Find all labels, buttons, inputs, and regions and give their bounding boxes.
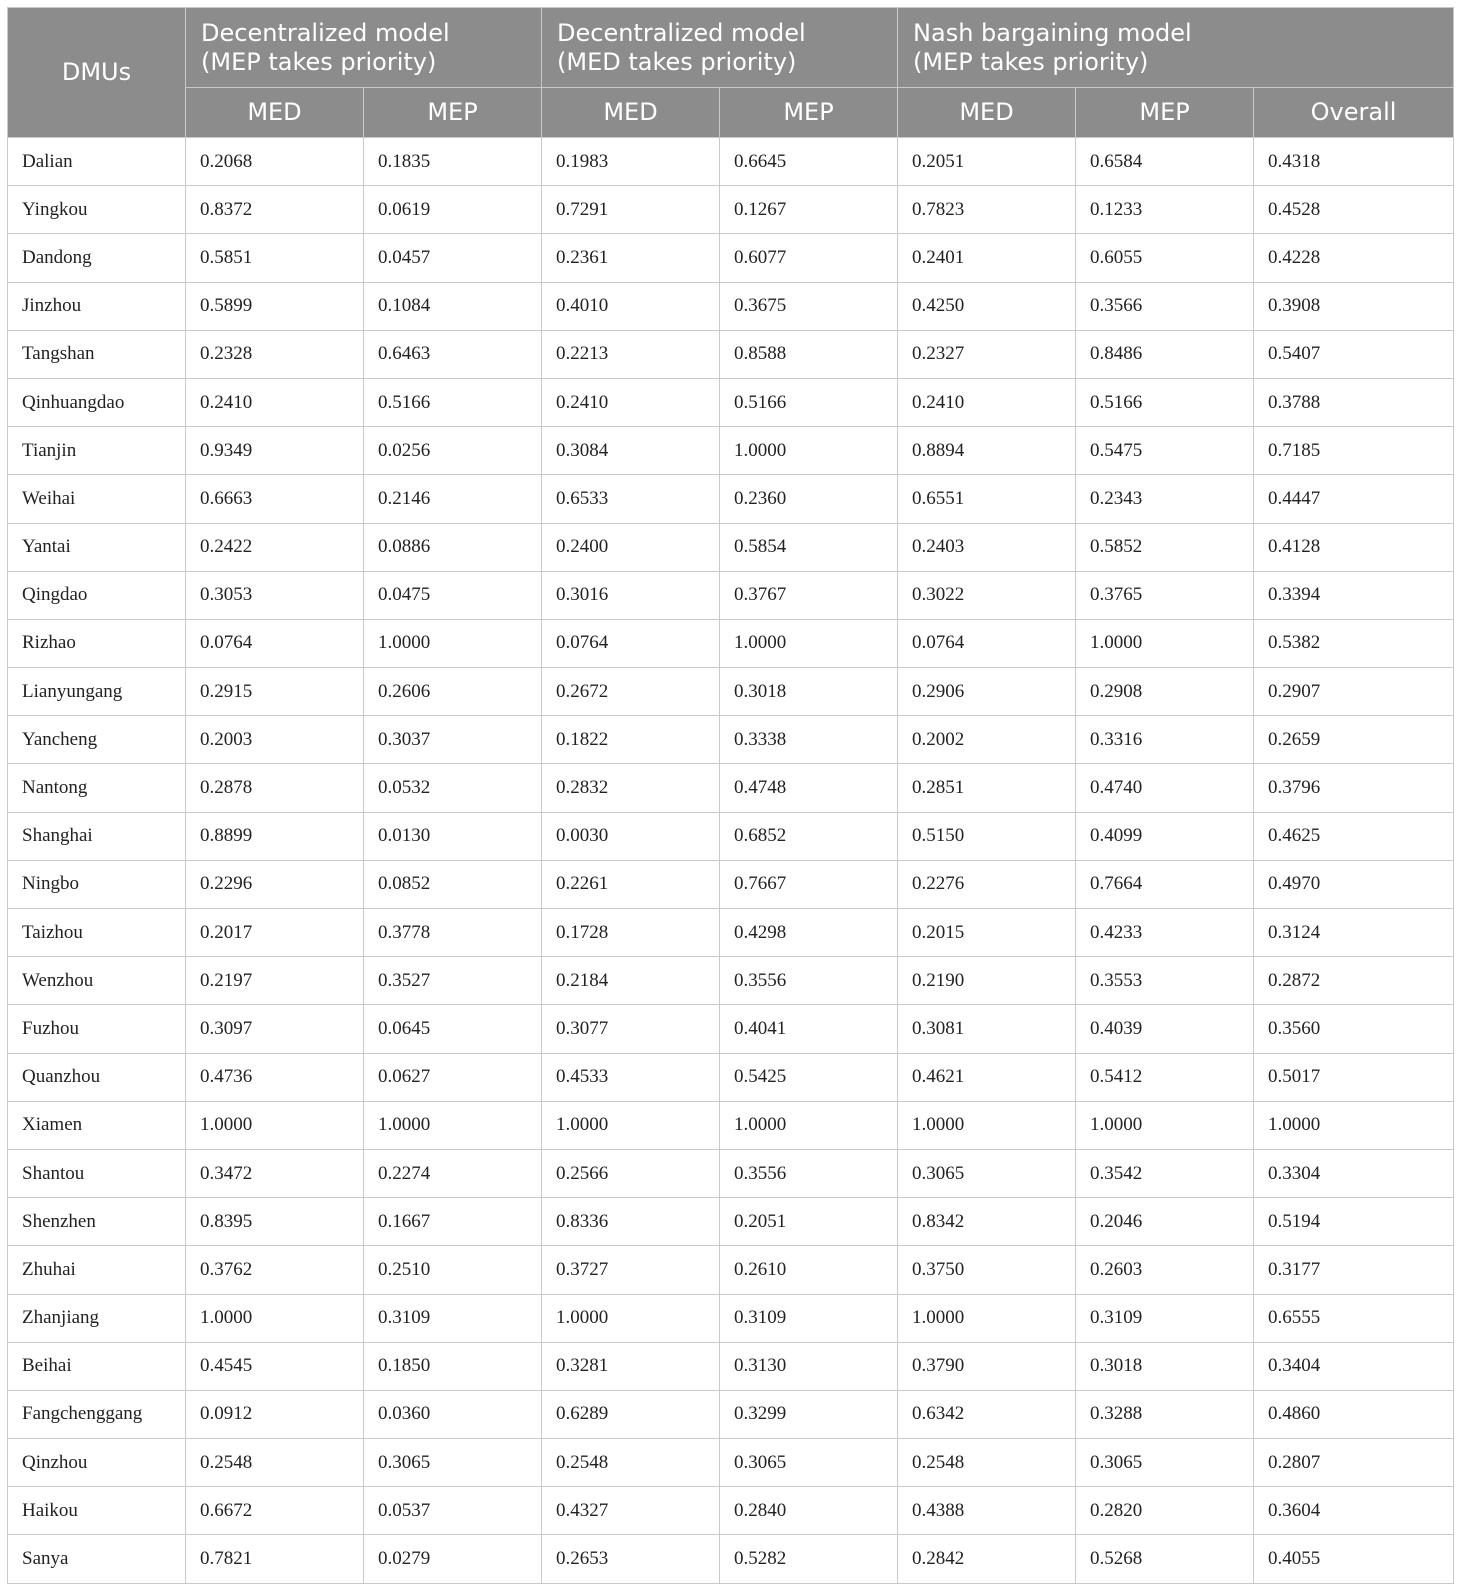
value-cell: 0.0764 bbox=[542, 619, 720, 667]
value-cell: 0.5017 bbox=[1254, 1053, 1454, 1101]
value-cell: 0.0764 bbox=[898, 619, 1076, 667]
value-cell: 0.3788 bbox=[1254, 378, 1454, 426]
value-cell: 0.8486 bbox=[1076, 330, 1254, 378]
table-row bbox=[8, 716, 1454, 764]
value-cell: 0.6555 bbox=[1254, 1294, 1454, 1342]
subcolumn-header: Overall bbox=[1254, 88, 1454, 138]
value-cell: 0.2146 bbox=[364, 475, 542, 523]
table-row bbox=[8, 1487, 1454, 1535]
value-cell: 0.0360 bbox=[364, 1390, 542, 1438]
value-cell: 0.3778 bbox=[364, 909, 542, 957]
value-cell: 1.0000 bbox=[542, 1101, 720, 1149]
dmu-name-cell: Jinzhou bbox=[8, 282, 186, 330]
table-row bbox=[8, 957, 1454, 1005]
value-cell: 0.3124 bbox=[1254, 909, 1454, 957]
value-cell: 0.3081 bbox=[898, 1005, 1076, 1053]
value-cell: 0.4233 bbox=[1076, 909, 1254, 957]
value-cell: 1.0000 bbox=[720, 1101, 898, 1149]
value-cell: 0.0130 bbox=[364, 812, 542, 860]
table-row bbox=[8, 1053, 1454, 1101]
value-cell: 0.2197 bbox=[186, 957, 364, 1005]
value-cell: 0.2510 bbox=[364, 1246, 542, 1294]
subcolumn-header: MEP bbox=[364, 88, 542, 138]
value-cell: 0.5425 bbox=[720, 1053, 898, 1101]
value-cell: 0.3556 bbox=[720, 1149, 898, 1197]
value-cell: 0.4128 bbox=[1254, 523, 1454, 571]
value-cell: 0.8336 bbox=[542, 1198, 720, 1246]
value-cell: 0.2548 bbox=[898, 1439, 1076, 1487]
value-cell: 0.5854 bbox=[720, 523, 898, 571]
table-row bbox=[8, 475, 1454, 523]
value-cell: 0.2548 bbox=[542, 1439, 720, 1487]
value-cell: 0.4388 bbox=[898, 1487, 1076, 1535]
value-cell: 0.2906 bbox=[898, 668, 1076, 716]
value-cell: 0.7185 bbox=[1254, 427, 1454, 475]
value-cell: 0.3065 bbox=[364, 1439, 542, 1487]
value-cell: 0.3762 bbox=[186, 1246, 364, 1294]
value-cell: 0.2872 bbox=[1254, 957, 1454, 1005]
value-cell: 0.3542 bbox=[1076, 1149, 1254, 1197]
value-cell: 0.3065 bbox=[720, 1439, 898, 1487]
value-cell: 0.5852 bbox=[1076, 523, 1254, 571]
table-row bbox=[8, 1005, 1454, 1053]
value-cell: 0.5282 bbox=[720, 1535, 898, 1583]
value-cell: 0.3472 bbox=[186, 1149, 364, 1197]
value-cell: 0.2296 bbox=[186, 860, 364, 908]
table-row bbox=[8, 812, 1454, 860]
value-cell: 0.4970 bbox=[1254, 860, 1454, 908]
value-cell: 0.2017 bbox=[186, 909, 364, 957]
value-cell: 0.3316 bbox=[1076, 716, 1254, 764]
value-cell: 0.2190 bbox=[898, 957, 1076, 1005]
value-cell: 0.0256 bbox=[364, 427, 542, 475]
value-cell: 0.6077 bbox=[720, 234, 898, 282]
dmu-name-cell: Taizhou bbox=[8, 909, 186, 957]
value-cell: 0.2068 bbox=[186, 138, 364, 186]
value-cell: 0.2410 bbox=[898, 378, 1076, 426]
value-cell: 1.0000 bbox=[1254, 1101, 1454, 1149]
dmu-name-cell: Qinzhou bbox=[8, 1439, 186, 1487]
value-cell: 0.5166 bbox=[720, 378, 898, 426]
table-row bbox=[8, 1535, 1454, 1583]
value-cell: 0.4099 bbox=[1076, 812, 1254, 860]
value-cell: 0.2606 bbox=[364, 668, 542, 716]
value-cell: 0.3109 bbox=[720, 1294, 898, 1342]
value-cell: 0.2566 bbox=[542, 1149, 720, 1197]
dmu-name-cell: Nantong bbox=[8, 764, 186, 812]
value-cell: 0.2878 bbox=[186, 764, 364, 812]
table-row bbox=[8, 330, 1454, 378]
dmu-name-cell: Tangshan bbox=[8, 330, 186, 378]
value-cell: 0.0912 bbox=[186, 1390, 364, 1438]
value-cell: 0.1983 bbox=[542, 138, 720, 186]
dmu-name-cell: Wenzhou bbox=[8, 957, 186, 1005]
value-cell: 0.2915 bbox=[186, 668, 364, 716]
table-row bbox=[8, 1294, 1454, 1342]
table-row bbox=[8, 1198, 1454, 1246]
subcolumn-header: MED bbox=[186, 88, 364, 138]
value-cell: 0.3790 bbox=[898, 1342, 1076, 1390]
value-cell: 1.0000 bbox=[1076, 1101, 1254, 1149]
group-header-decentralized-med bbox=[542, 8, 898, 88]
value-cell: 1.0000 bbox=[186, 1294, 364, 1342]
value-cell: 1.0000 bbox=[186, 1101, 364, 1149]
group-header-line1: Nash bargaining model bbox=[913, 18, 1192, 47]
dmu-name-cell: Shantou bbox=[8, 1149, 186, 1197]
value-cell: 1.0000 bbox=[720, 427, 898, 475]
value-cell: 0.3604 bbox=[1254, 1487, 1454, 1535]
value-cell: 0.2051 bbox=[898, 138, 1076, 186]
value-cell: 0.3908 bbox=[1254, 282, 1454, 330]
dmu-name-cell: Haikou bbox=[8, 1487, 186, 1535]
value-cell: 1.0000 bbox=[720, 619, 898, 667]
dmu-name-cell: Yantai bbox=[8, 523, 186, 571]
group-header-line1: Decentralized model bbox=[201, 18, 450, 47]
value-cell: 0.7664 bbox=[1076, 860, 1254, 908]
value-cell: 0.4447 bbox=[1254, 475, 1454, 523]
value-cell: 0.2051 bbox=[720, 1198, 898, 1246]
dmu-name-cell: Zhanjiang bbox=[8, 1294, 186, 1342]
dmu-name-cell: Fuzhou bbox=[8, 1005, 186, 1053]
value-cell: 0.4039 bbox=[1076, 1005, 1254, 1053]
value-cell: 0.4041 bbox=[720, 1005, 898, 1053]
value-cell: 0.3018 bbox=[720, 668, 898, 716]
dmu-column-header: DMUs bbox=[8, 8, 186, 138]
value-cell: 0.1835 bbox=[364, 138, 542, 186]
table-row bbox=[8, 427, 1454, 475]
value-cell: 0.2410 bbox=[542, 378, 720, 426]
group-header-line2: (MED takes priority) bbox=[557, 47, 797, 76]
value-cell: 0.2361 bbox=[542, 234, 720, 282]
value-cell: 0.0537 bbox=[364, 1487, 542, 1535]
value-cell: 0.3022 bbox=[898, 571, 1076, 619]
value-cell: 0.7823 bbox=[898, 186, 1076, 234]
dmu-name-cell: Beihai bbox=[8, 1342, 186, 1390]
dmu-name-cell: Dandong bbox=[8, 234, 186, 282]
value-cell: 0.3077 bbox=[542, 1005, 720, 1053]
value-cell: 0.4625 bbox=[1254, 812, 1454, 860]
value-cell: 0.5851 bbox=[186, 234, 364, 282]
value-cell: 0.2907 bbox=[1254, 668, 1454, 716]
value-cell: 0.4318 bbox=[1254, 138, 1454, 186]
value-cell: 0.3796 bbox=[1254, 764, 1454, 812]
table-row bbox=[8, 1390, 1454, 1438]
value-cell: 0.5194 bbox=[1254, 1198, 1454, 1246]
table-row bbox=[8, 764, 1454, 812]
value-cell: 0.3109 bbox=[364, 1294, 542, 1342]
value-cell: 1.0000 bbox=[364, 619, 542, 667]
value-cell: 0.3404 bbox=[1254, 1342, 1454, 1390]
value-cell: 0.2400 bbox=[542, 523, 720, 571]
value-cell: 0.2327 bbox=[898, 330, 1076, 378]
table-row bbox=[8, 138, 1454, 186]
value-cell: 0.0645 bbox=[364, 1005, 542, 1053]
value-cell: 0.0764 bbox=[186, 619, 364, 667]
value-cell: 0.3675 bbox=[720, 282, 898, 330]
dmu-name-cell: Tianjin bbox=[8, 427, 186, 475]
value-cell: 0.3553 bbox=[1076, 957, 1254, 1005]
group-header-line2: (MEP takes priority) bbox=[201, 47, 437, 76]
value-cell: 0.2360 bbox=[720, 475, 898, 523]
value-cell: 0.2603 bbox=[1076, 1246, 1254, 1294]
value-cell: 0.3053 bbox=[186, 571, 364, 619]
value-cell: 0.3727 bbox=[542, 1246, 720, 1294]
value-cell: 0.2410 bbox=[186, 378, 364, 426]
value-cell: 0.3304 bbox=[1254, 1149, 1454, 1197]
value-cell: 0.2261 bbox=[542, 860, 720, 908]
value-cell: 0.3281 bbox=[542, 1342, 720, 1390]
table-row bbox=[8, 1439, 1454, 1487]
value-cell: 0.5475 bbox=[1076, 427, 1254, 475]
value-cell: 0.2002 bbox=[898, 716, 1076, 764]
group-header-line2: (MEP takes priority) bbox=[913, 47, 1149, 76]
group-header-decentralized-mep bbox=[186, 8, 542, 88]
value-cell: 0.6645 bbox=[720, 138, 898, 186]
value-cell: 0.4055 bbox=[1254, 1535, 1454, 1583]
value-cell: 0.2403 bbox=[898, 523, 1076, 571]
value-cell: 0.3299 bbox=[720, 1390, 898, 1438]
value-cell: 0.1084 bbox=[364, 282, 542, 330]
value-cell: 0.3097 bbox=[186, 1005, 364, 1053]
value-cell: 0.5412 bbox=[1076, 1053, 1254, 1101]
value-cell: 0.3767 bbox=[720, 571, 898, 619]
value-cell: 1.0000 bbox=[364, 1101, 542, 1149]
value-cell: 0.4621 bbox=[898, 1053, 1076, 1101]
value-cell: 0.3084 bbox=[542, 427, 720, 475]
value-cell: 0.5166 bbox=[1076, 378, 1254, 426]
value-cell: 0.3065 bbox=[1076, 1439, 1254, 1487]
value-cell: 0.4528 bbox=[1254, 186, 1454, 234]
value-cell: 0.3016 bbox=[542, 571, 720, 619]
value-cell: 0.0619 bbox=[364, 186, 542, 234]
value-cell: 0.2328 bbox=[186, 330, 364, 378]
value-cell: 0.3177 bbox=[1254, 1246, 1454, 1294]
value-cell: 0.7667 bbox=[720, 860, 898, 908]
value-cell: 0.4298 bbox=[720, 909, 898, 957]
header-group-row bbox=[8, 8, 1454, 88]
header-subcolumn-row bbox=[8, 88, 1454, 138]
value-cell: 0.0030 bbox=[542, 812, 720, 860]
value-cell: 0.8894 bbox=[898, 427, 1076, 475]
value-cell: 0.8342 bbox=[898, 1198, 1076, 1246]
table-row bbox=[8, 1246, 1454, 1294]
value-cell: 0.0532 bbox=[364, 764, 542, 812]
dmu-name-cell: Ningbo bbox=[8, 860, 186, 908]
value-cell: 0.1728 bbox=[542, 909, 720, 957]
subcolumn-header: MED bbox=[542, 88, 720, 138]
subcolumn-header: MEP bbox=[1076, 88, 1254, 138]
dmu-name-cell: Qinhuangdao bbox=[8, 378, 186, 426]
value-cell: 0.6463 bbox=[364, 330, 542, 378]
dmu-name-cell: Zhuhai bbox=[8, 1246, 186, 1294]
value-cell: 0.3288 bbox=[1076, 1390, 1254, 1438]
value-cell: 0.6584 bbox=[1076, 138, 1254, 186]
table-row bbox=[8, 909, 1454, 957]
dmu-name-cell: Lianyungang bbox=[8, 668, 186, 716]
table-row bbox=[8, 186, 1454, 234]
value-cell: 1.0000 bbox=[898, 1294, 1076, 1342]
dmu-name-cell: Shanghai bbox=[8, 812, 186, 860]
dmu-name-cell: Shenzhen bbox=[8, 1198, 186, 1246]
value-cell: 0.2842 bbox=[898, 1535, 1076, 1583]
dmu-name-cell: Weihai bbox=[8, 475, 186, 523]
table-row bbox=[8, 860, 1454, 908]
value-cell: 0.2343 bbox=[1076, 475, 1254, 523]
value-cell: 0.2610 bbox=[720, 1246, 898, 1294]
value-cell: 0.3560 bbox=[1254, 1005, 1454, 1053]
value-cell: 0.3750 bbox=[898, 1246, 1076, 1294]
value-cell: 0.8899 bbox=[186, 812, 364, 860]
value-cell: 0.6055 bbox=[1076, 234, 1254, 282]
value-cell: 0.8372 bbox=[186, 186, 364, 234]
dmu-name-cell: Rizhao bbox=[8, 619, 186, 667]
value-cell: 0.5899 bbox=[186, 282, 364, 330]
value-cell: 0.6289 bbox=[542, 1390, 720, 1438]
value-cell: 0.1822 bbox=[542, 716, 720, 764]
table-body bbox=[8, 138, 1454, 1584]
value-cell: 0.0886 bbox=[364, 523, 542, 571]
table-row bbox=[8, 1101, 1454, 1149]
value-cell: 0.4545 bbox=[186, 1342, 364, 1390]
dmu-name-cell: Yancheng bbox=[8, 716, 186, 764]
value-cell: 0.3338 bbox=[720, 716, 898, 764]
subcolumn-header: MED bbox=[898, 88, 1076, 138]
value-cell: 0.1233 bbox=[1076, 186, 1254, 234]
value-cell: 0.1267 bbox=[720, 186, 898, 234]
dmu-name-cell: Xiamen bbox=[8, 1101, 186, 1149]
value-cell: 0.2046 bbox=[1076, 1198, 1254, 1246]
table-row bbox=[8, 378, 1454, 426]
value-cell: 0.2653 bbox=[542, 1535, 720, 1583]
table-row bbox=[8, 234, 1454, 282]
value-cell: 0.5268 bbox=[1076, 1535, 1254, 1583]
value-cell: 0.4860 bbox=[1254, 1390, 1454, 1438]
value-cell: 0.1667 bbox=[364, 1198, 542, 1246]
value-cell: 0.7821 bbox=[186, 1535, 364, 1583]
value-cell: 0.2213 bbox=[542, 330, 720, 378]
table-row bbox=[8, 282, 1454, 330]
value-cell: 0.4736 bbox=[186, 1053, 364, 1101]
dmu-name-cell: Qingdao bbox=[8, 571, 186, 619]
value-cell: 0.9349 bbox=[186, 427, 364, 475]
value-cell: 0.2276 bbox=[898, 860, 1076, 908]
value-cell: 0.2820 bbox=[1076, 1487, 1254, 1535]
value-cell: 0.4533 bbox=[542, 1053, 720, 1101]
value-cell: 0.3566 bbox=[1076, 282, 1254, 330]
table-row bbox=[8, 523, 1454, 571]
value-cell: 0.6551 bbox=[898, 475, 1076, 523]
value-cell: 0.3037 bbox=[364, 716, 542, 764]
value-cell: 0.0279 bbox=[364, 1535, 542, 1583]
dmu-name-cell: Quanzhou bbox=[8, 1053, 186, 1101]
value-cell: 0.2548 bbox=[186, 1439, 364, 1487]
value-cell: 0.2003 bbox=[186, 716, 364, 764]
value-cell: 0.2672 bbox=[542, 668, 720, 716]
value-cell: 0.2851 bbox=[898, 764, 1076, 812]
value-cell: 0.5150 bbox=[898, 812, 1076, 860]
value-cell: 0.2807 bbox=[1254, 1439, 1454, 1487]
table-row bbox=[8, 1342, 1454, 1390]
value-cell: 0.6852 bbox=[720, 812, 898, 860]
value-cell: 0.0475 bbox=[364, 571, 542, 619]
table-row bbox=[8, 668, 1454, 716]
subcolumn-header: MEP bbox=[720, 88, 898, 138]
value-cell: 0.3765 bbox=[1076, 571, 1254, 619]
value-cell: 0.4740 bbox=[1076, 764, 1254, 812]
value-cell: 0.3527 bbox=[364, 957, 542, 1005]
value-cell: 0.6672 bbox=[186, 1487, 364, 1535]
dmu-name-cell: Dalian bbox=[8, 138, 186, 186]
value-cell: 0.8395 bbox=[186, 1198, 364, 1246]
table-row bbox=[8, 619, 1454, 667]
value-cell: 0.0457 bbox=[364, 234, 542, 282]
value-cell: 0.1850 bbox=[364, 1342, 542, 1390]
value-cell: 1.0000 bbox=[898, 1101, 1076, 1149]
group-header-nash-bargaining bbox=[898, 8, 1454, 88]
value-cell: 0.8588 bbox=[720, 330, 898, 378]
value-cell: 0.7291 bbox=[542, 186, 720, 234]
value-cell: 0.4250 bbox=[898, 282, 1076, 330]
group-header-line1: Decentralized model bbox=[557, 18, 806, 47]
table-row bbox=[8, 571, 1454, 619]
dmu-name-cell: Fangchenggang bbox=[8, 1390, 186, 1438]
value-cell: 0.2840 bbox=[720, 1487, 898, 1535]
results-table bbox=[7, 7, 1454, 1584]
value-cell: 0.5407 bbox=[1254, 330, 1454, 378]
value-cell: 0.4010 bbox=[542, 282, 720, 330]
value-cell: 0.6342 bbox=[898, 1390, 1076, 1438]
value-cell: 0.2422 bbox=[186, 523, 364, 571]
value-cell: 0.3065 bbox=[898, 1149, 1076, 1197]
value-cell: 0.2832 bbox=[542, 764, 720, 812]
value-cell: 0.5382 bbox=[1254, 619, 1454, 667]
value-cell: 0.4748 bbox=[720, 764, 898, 812]
value-cell: 0.0627 bbox=[364, 1053, 542, 1101]
value-cell: 0.3394 bbox=[1254, 571, 1454, 619]
value-cell: 0.3109 bbox=[1076, 1294, 1254, 1342]
table-row bbox=[8, 1149, 1454, 1197]
value-cell: 0.4228 bbox=[1254, 234, 1454, 282]
dmu-name-cell: Yingkou bbox=[8, 186, 186, 234]
value-cell: 0.2184 bbox=[542, 957, 720, 1005]
value-cell: 0.5166 bbox=[364, 378, 542, 426]
value-cell: 0.3018 bbox=[1076, 1342, 1254, 1390]
value-cell: 0.2659 bbox=[1254, 716, 1454, 764]
value-cell: 0.6533 bbox=[542, 475, 720, 523]
value-cell: 0.3130 bbox=[720, 1342, 898, 1390]
value-cell: 0.2908 bbox=[1076, 668, 1254, 716]
value-cell: 1.0000 bbox=[1076, 619, 1254, 667]
dmu-name-cell: Sanya bbox=[8, 1535, 186, 1583]
value-cell: 0.2274 bbox=[364, 1149, 542, 1197]
value-cell: 0.3556 bbox=[720, 957, 898, 1005]
value-cell: 0.6663 bbox=[186, 475, 364, 523]
value-cell: 0.4327 bbox=[542, 1487, 720, 1535]
value-cell: 0.2401 bbox=[898, 234, 1076, 282]
value-cell: 0.2015 bbox=[898, 909, 1076, 957]
value-cell: 1.0000 bbox=[542, 1294, 720, 1342]
value-cell: 0.0852 bbox=[364, 860, 542, 908]
